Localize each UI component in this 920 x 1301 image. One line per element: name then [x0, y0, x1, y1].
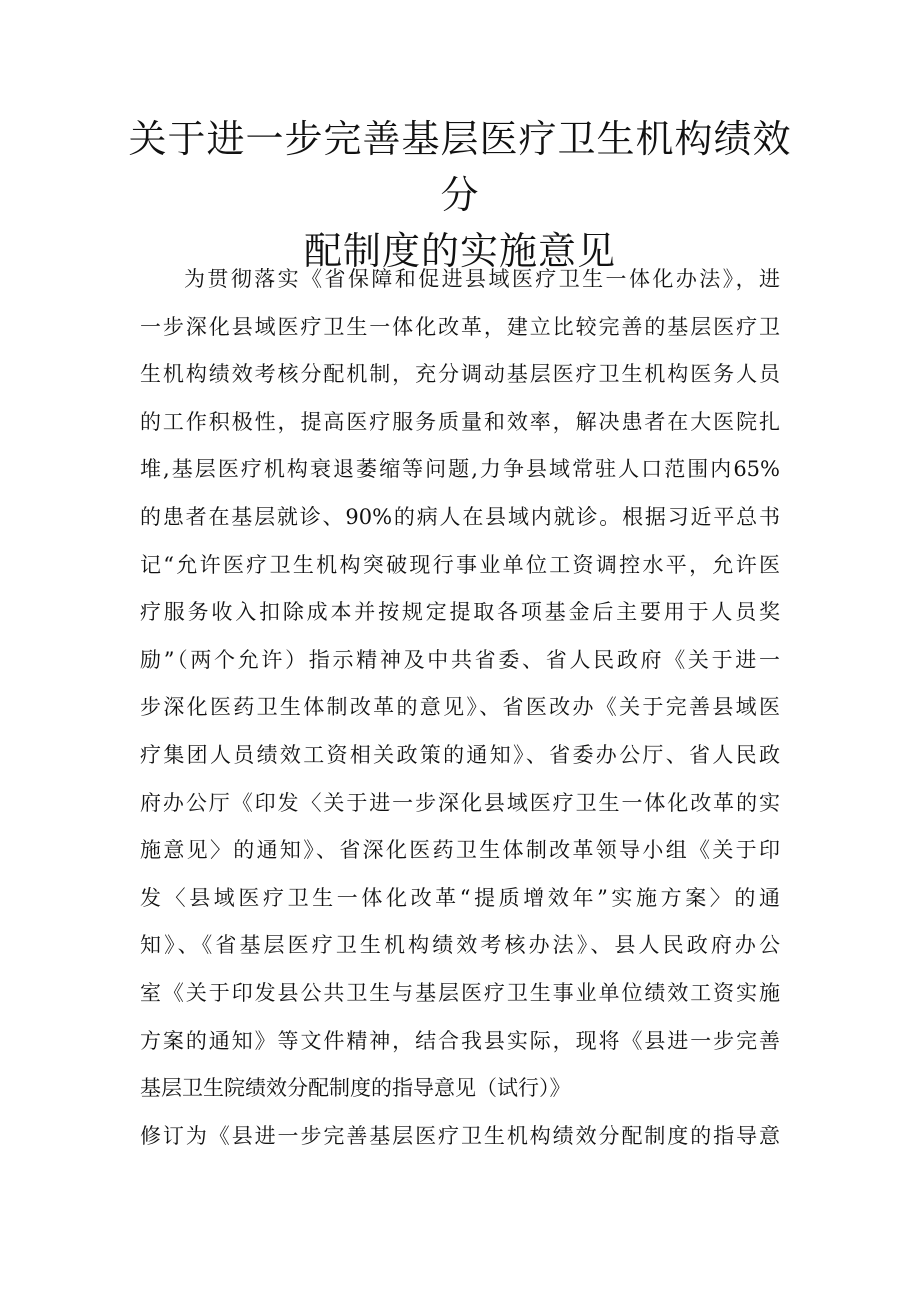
body-line: 的工作积极性，提高医疗服务质量和效率，解决患者在大医院扎 — [140, 409, 780, 434]
body-line: 为贯彻落实《省保障和促进县域医疗卫生一体化办法》，进 — [184, 267, 780, 291]
body-line: 方案的通知》等文件精神，结合我县实际，现将《县进一步完善 — [140, 1028, 780, 1053]
body-line: 基层卫生院绩效分配制度的指导意见（试行）》 — [140, 1076, 571, 1101]
body-line: 生机构绩效考核分配机制，充分调动基层医疗卫生机构医务人员 — [140, 362, 780, 387]
body-line: 室《关于印发县公共卫生与基层医疗卫生事业单位绩效工资实施 — [140, 980, 780, 1005]
body-line: 励”（两个允许）指示精神及中共省委、省人民政府《关于进一 — [140, 647, 780, 672]
document-body — [140, 256, 780, 1160]
body-line: 知》、《省基层医疗卫生机构绩效考核办法》、县人民政府办公 — [140, 933, 780, 958]
body-line: 发〈县域医疗卫生一体化改革“提质增效年”实施方案〉的通 — [140, 885, 780, 910]
body-line: 的患者在基层就诊、90%的病人在县域内就诊。根据习近平总书 — [140, 504, 780, 529]
body-line: 疗服务收入扣除成本并按规定提取各项基金后主要用于人员奖 — [140, 600, 780, 625]
title-line: 配制度的实施意见 — [303, 229, 616, 273]
body-line: 一步深化县域医疗卫生一体化改革，建立比较完善的基层医疗卫 — [140, 314, 780, 339]
body-line: 堆,基层医疗机构衰退萎缩等问题,力争县域常驻人口范围内65% — [140, 457, 780, 482]
body-line: 施意见〉的通知》、省深化医药卫生体制改革领导小组《关于印 — [140, 838, 780, 863]
body-line: 疗集团人员绩效工资相关政策的通知》、省委办公厅、省人民政 — [140, 742, 780, 767]
body-line: 府办公厅《印发〈关于进一步深化县域医疗卫生一体化改革的实 — [140, 790, 780, 815]
title-line: 关于进一步完善基层医疗卫生机构绩效分 — [128, 117, 792, 217]
body-line: 修订为《县进一步完善基层医疗卫生机构绩效分配制度的指导意 — [140, 1123, 780, 1148]
document-title — [120, 111, 800, 279]
body-line: 记“允许医疗卫生机构突破现行事业单位工资调控水平，允许医 — [140, 552, 780, 577]
body-line: 步深化医药卫生体制改革的意见》、省医改办《关于完善县域医 — [140, 695, 780, 720]
